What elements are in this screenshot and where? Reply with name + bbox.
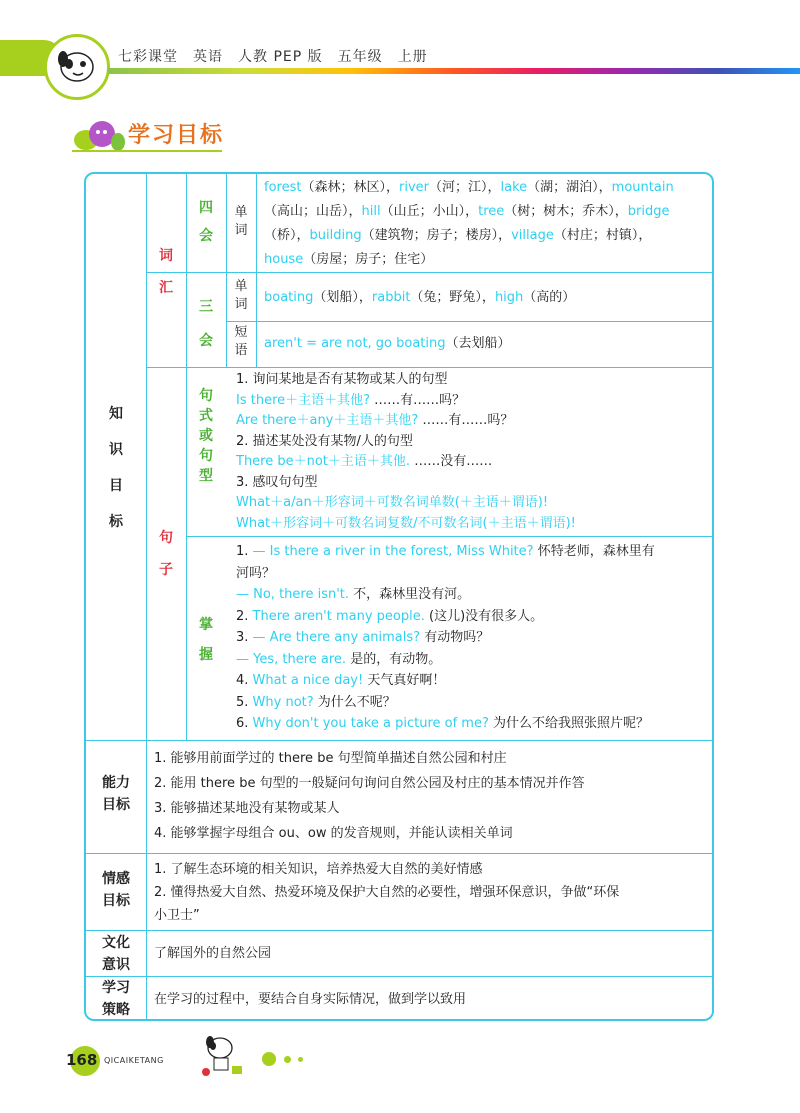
objectives-table bbox=[84, 172, 714, 1021]
text-line bbox=[236, 432, 712, 453]
label-char: 汇 bbox=[159, 280, 173, 296]
chinese-text: 6. bbox=[236, 716, 253, 731]
chinese-text: （湖；湖泊）， bbox=[527, 180, 612, 195]
english-text: Why not? bbox=[252, 694, 318, 710]
chinese-text: （建筑物；房子；楼房）， bbox=[361, 228, 512, 243]
label-char: 词 bbox=[159, 248, 173, 264]
label-line: 学习 bbox=[102, 980, 130, 996]
three-skill-label bbox=[196, 290, 216, 358]
english-text: hill bbox=[361, 204, 381, 219]
label-char: 句 bbox=[159, 530, 173, 546]
emotion-item: 2. 懂得热爱大自然、热爱环境及保护大自然的必要性，增强环保意识，争做“环保 bbox=[154, 885, 620, 900]
chinese-text: 为什么不呢？ bbox=[317, 694, 396, 710]
chinese-text: 2. bbox=[236, 608, 253, 624]
chinese-text: （山丘；小山）， bbox=[380, 204, 479, 219]
row-divider bbox=[226, 321, 714, 322]
chinese-text: （桥）， bbox=[264, 228, 310, 243]
text-line bbox=[236, 493, 712, 514]
page-number: 168 bbox=[66, 1051, 98, 1069]
section-underline bbox=[72, 150, 222, 152]
chinese-text: 3. bbox=[236, 630, 253, 645]
chinese-text: （高山；山岳）， bbox=[264, 204, 362, 219]
english-text: lake bbox=[500, 180, 528, 195]
label-char: 短 bbox=[234, 325, 248, 340]
chinese-text: 1. bbox=[236, 544, 253, 559]
ability-label bbox=[86, 772, 146, 816]
label-line: 情感 bbox=[102, 871, 130, 887]
label-char: 句 bbox=[199, 448, 213, 464]
text-line bbox=[236, 473, 712, 494]
chinese-text: （河；江）， bbox=[428, 180, 501, 195]
sentence-label bbox=[156, 522, 176, 586]
english-text: Is there＋主语＋其他? bbox=[236, 392, 375, 408]
master-label bbox=[196, 610, 216, 670]
four-skill-label bbox=[196, 194, 216, 250]
ability-item: 4. 能够掌握字母组合 ou、ow 的发音规则，并能认读相关单词 bbox=[154, 826, 513, 841]
english-text: high bbox=[494, 290, 524, 305]
english-text: forest bbox=[264, 180, 302, 195]
label-char: 目 bbox=[109, 478, 123, 494]
english-text: What a nice day! bbox=[252, 673, 368, 688]
decor-dot bbox=[262, 1052, 276, 1066]
text-line bbox=[264, 224, 712, 248]
mascot-painting-icon bbox=[196, 1032, 252, 1080]
english-text: boating bbox=[264, 290, 314, 305]
english-text: — Yes, there are. bbox=[236, 651, 351, 667]
chinese-text: ……没有…… bbox=[414, 454, 493, 469]
row-divider bbox=[146, 367, 714, 368]
ability-item: 1. 能够用前面学过的 there be 句型简单描述自然公园和村庄 bbox=[154, 751, 507, 766]
english-text: There be＋not＋主语＋其他. bbox=[236, 454, 415, 469]
label-line: 文化 bbox=[102, 935, 130, 951]
english-text: aren't = are not, go boating bbox=[264, 336, 446, 351]
text-line bbox=[236, 584, 712, 606]
english-text: bridge bbox=[627, 204, 670, 219]
label-char: 握 bbox=[199, 647, 213, 663]
text-line bbox=[236, 713, 712, 735]
label-char: 知 bbox=[109, 406, 123, 422]
label-char: 式 bbox=[199, 408, 213, 424]
row-divider bbox=[186, 536, 714, 537]
col-divider bbox=[256, 174, 257, 367]
row-divider bbox=[86, 976, 714, 977]
chinese-text: （村庄；村镇）， bbox=[553, 228, 652, 243]
chinese-text: （树；树木；乔木）， bbox=[504, 204, 628, 219]
label-char: 单 bbox=[234, 279, 248, 294]
pattern-label bbox=[196, 386, 216, 486]
text-line bbox=[236, 692, 712, 714]
col-divider bbox=[226, 174, 227, 367]
ability-list bbox=[154, 746, 585, 846]
chinese-text: （去划船） bbox=[445, 336, 511, 351]
text-line bbox=[236, 541, 712, 563]
chinese-text: 5. bbox=[236, 694, 253, 710]
english-text: There aren't many people. bbox=[252, 608, 430, 624]
label-line: 目标 bbox=[102, 797, 130, 813]
english-text: Are there＋any＋主语＋其他? bbox=[236, 413, 423, 428]
label-char: 四 bbox=[199, 200, 213, 216]
chinese-text: 怀特老师，森林里有 bbox=[537, 544, 655, 559]
label-line: 意识 bbox=[102, 957, 130, 973]
label-char: 词 bbox=[234, 223, 248, 238]
text-line bbox=[264, 248, 712, 272]
text-line bbox=[264, 332, 712, 356]
chinese-text: 是的，有动物。 bbox=[350, 651, 442, 667]
label-char: 型 bbox=[199, 468, 213, 484]
label-char: 或 bbox=[199, 428, 213, 444]
english-text: — No, there isn't. bbox=[236, 587, 354, 602]
chinese-text: （兔；野兔）， bbox=[410, 290, 495, 305]
chinese-text: 为什么不给我照张照片呢？ bbox=[492, 716, 649, 731]
label-line: 策略 bbox=[102, 1002, 130, 1018]
text-line bbox=[236, 391, 712, 412]
chinese-text: 1. 询问某地是否有某物或某人的句型 bbox=[236, 372, 448, 387]
mascot-icon bbox=[44, 34, 110, 100]
header-title: 七彩课堂 英语 人教 PEP 版 五年级 上册 bbox=[118, 49, 428, 65]
strategy-text: 在学习的过程中，要结合自身实际情况，做到学以致用 bbox=[154, 992, 467, 1007]
footer-brand: QICAIKETANG bbox=[104, 1056, 164, 1065]
english-text: What＋形容词＋可数名词复数/不可数名词(＋主语＋谓语)! bbox=[236, 515, 576, 531]
phrases bbox=[264, 332, 712, 356]
text-line bbox=[236, 370, 712, 391]
label-char: 语 bbox=[234, 343, 248, 358]
english-text: building bbox=[309, 228, 362, 243]
chinese-text: 不，森林里没有河。 bbox=[353, 587, 471, 602]
chinese-text: （森林；林区）， bbox=[301, 180, 399, 195]
section-title: 学习目标 bbox=[128, 123, 225, 148]
label-char: 标 bbox=[109, 514, 123, 530]
text-line bbox=[236, 606, 712, 628]
english-text: — Is there a river in the forest, Miss White? bbox=[252, 544, 538, 559]
culture-text: 了解国外的自然公园 bbox=[154, 946, 272, 961]
label-char: 句 bbox=[199, 388, 213, 404]
text-line bbox=[236, 452, 712, 473]
decor-dot bbox=[284, 1056, 291, 1063]
text-line bbox=[236, 514, 712, 535]
three-skill-words bbox=[264, 286, 712, 310]
english-text: Why don't you take a picture of me? bbox=[252, 716, 493, 731]
english-text: — Are there any animals? bbox=[252, 630, 425, 645]
master-sentences bbox=[236, 541, 712, 735]
chinese-text: 有动物吗？ bbox=[424, 630, 490, 645]
chinese-text: 4. bbox=[236, 673, 253, 688]
chinese-text: ……有……吗？ bbox=[422, 413, 514, 428]
vocab-label bbox=[156, 240, 176, 304]
chinese-text: （划船）， bbox=[313, 290, 372, 305]
text-line bbox=[264, 200, 712, 224]
knowledge-label bbox=[106, 396, 126, 540]
phrase-label bbox=[231, 324, 251, 360]
text-line bbox=[264, 176, 712, 200]
header-rainbow-bar bbox=[108, 68, 800, 74]
label-char: 掌 bbox=[199, 617, 213, 633]
text-line bbox=[236, 670, 712, 692]
label-char: 会 bbox=[199, 228, 213, 244]
text-line bbox=[264, 286, 712, 310]
emotion-list bbox=[154, 858, 619, 927]
sentence-patterns bbox=[236, 370, 712, 534]
english-text: mountain bbox=[611, 180, 674, 195]
word-label-2 bbox=[231, 278, 251, 314]
chinese-text: (这儿)没有很多人。 bbox=[429, 608, 544, 624]
label-char: 子 bbox=[159, 562, 173, 578]
label-char: 识 bbox=[109, 442, 123, 458]
chinese-text: 3. 感叹句句型 bbox=[236, 474, 318, 490]
english-text: village bbox=[511, 228, 554, 243]
text-line bbox=[236, 627, 712, 649]
label-char: 单 bbox=[234, 205, 248, 220]
emotion-item: 1. 了解生态环境的相关知识，培养热爱大自然的美好情感 bbox=[154, 862, 483, 877]
english-text: river bbox=[398, 180, 429, 195]
label-char: 会 bbox=[199, 333, 213, 349]
decor-dot bbox=[298, 1057, 303, 1062]
ability-item: 2. 能用 there be 句型的一般疑问句询问自然公园及村庄的基本情况并作答 bbox=[154, 776, 585, 791]
col-divider bbox=[186, 174, 187, 740]
text-line bbox=[236, 411, 712, 432]
chinese-text: 天气真好啊！ bbox=[367, 673, 446, 688]
row-divider bbox=[86, 930, 714, 931]
english-text: tree bbox=[478, 204, 505, 219]
text-line bbox=[236, 563, 712, 585]
ability-item: 3. 能够描述某地没有某物或某人 bbox=[154, 801, 340, 816]
text-line bbox=[236, 649, 712, 671]
row-divider bbox=[146, 272, 714, 273]
chinese-text: 2. 描述某处没有某物/人的句型 bbox=[236, 433, 413, 449]
emotion-label bbox=[86, 868, 146, 912]
label-line: 目标 bbox=[102, 893, 130, 909]
chinese-text: 河吗？ bbox=[236, 565, 276, 581]
culture-label bbox=[86, 932, 146, 976]
label-char: 词 bbox=[234, 297, 248, 312]
chinese-text: （高的） bbox=[523, 290, 576, 305]
col-divider bbox=[146, 740, 147, 1021]
label-char: 三 bbox=[199, 299, 213, 315]
strategy-label bbox=[86, 977, 146, 1021]
row-divider bbox=[86, 853, 714, 854]
english-text: rabbit bbox=[371, 290, 411, 305]
english-text: house bbox=[264, 252, 304, 267]
label-line: 能力 bbox=[102, 775, 130, 791]
four-skill-words bbox=[264, 176, 712, 272]
word-label bbox=[231, 204, 251, 240]
col-divider bbox=[146, 174, 147, 740]
row-divider bbox=[86, 740, 714, 741]
english-text: What＋a/an＋形容词＋可数名词单数(＋主语＋谓语)! bbox=[236, 495, 549, 510]
chinese-text: ……有……吗？ bbox=[374, 392, 466, 408]
chinese-text: （房屋；房子；住宅） bbox=[303, 252, 434, 267]
emotion-item: 小卫士” bbox=[154, 908, 200, 923]
fruit-icon bbox=[72, 114, 126, 154]
